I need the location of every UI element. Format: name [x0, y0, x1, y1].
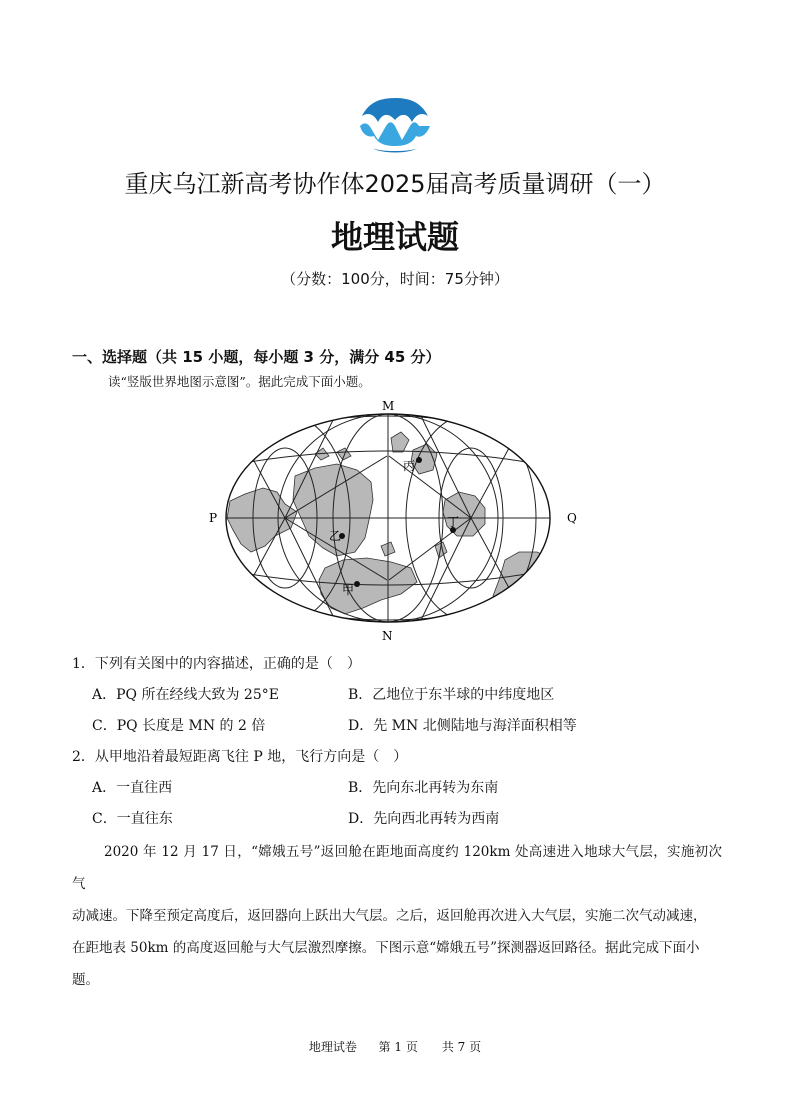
footer-page-prefix: 第 — [378, 1040, 391, 1054]
label-ding: 丁 — [447, 515, 460, 529]
question-1-stem: 1．下列有关图中的内容描述，正确的是（ ） — [72, 656, 361, 672]
label-yi: 乙 — [329, 529, 342, 543]
organization-logo — [356, 96, 434, 156]
label-p: P — [209, 511, 218, 525]
reading-passage — [72, 836, 722, 996]
passage-line-1: 2020 年 12 月 17 日，“嫦娥五号”返回舱在距地面高度约 120km 处高速进入地球大气层，实施初次气 — [72, 844, 722, 892]
question-2-option-b: B．先向东北再转为东南 — [348, 780, 499, 796]
footer-page-total: 7 — [457, 1040, 466, 1054]
land-masses — [227, 432, 553, 614]
question-2-option-a: A．一直往西 — [92, 780, 173, 796]
passage-line-3: 在距地表 50km 的高度返回舱与大气层激烈摩擦。下图示意“嫦娥五号”探测器返回路径。据此完成下面小 — [72, 940, 700, 956]
label-n: N — [382, 629, 393, 643]
question-1-option-d: D．先 MN 北侧陆地与海洋面积相等 — [348, 718, 577, 734]
question-1-option-c: C．PQ 长度是 MN 的 2 倍 — [92, 718, 266, 734]
score-time-info: （分数：100分，时间：75分钟） — [281, 270, 509, 288]
question-1-option-a: A．PQ 所在经线大致为 25°E — [92, 687, 279, 703]
point-bing — [416, 457, 422, 463]
subject-title: 地理试题 — [330, 218, 459, 256]
page-footer — [0, 1038, 790, 1055]
section-heading: 一、选择题（共 15 小题，每小题 3 分，满分 45 分） — [72, 348, 441, 366]
label-bing: 丙 — [403, 459, 416, 473]
section-intro: 读“竖版世界地图示意图”。据此完成下面小题。 — [108, 374, 371, 389]
exam-title: 重庆乌江新高考协作体2025届高考质量调研（一） — [124, 170, 666, 198]
footer-page-mid: 页 共 — [405, 1040, 454, 1054]
question-2-stem: 2．从甲地沿着最短距离飞往 P 地，飞行方向是（ ） — [72, 749, 408, 765]
footer-subject: 地理试卷 — [308, 1040, 357, 1054]
point-jia — [354, 581, 360, 587]
label-q: Q — [567, 511, 577, 525]
passage-line-2: 动减速。下降至预定高度后，返回器向上跃出大气层。之后，返回舱再次进入大气层，实施二次气动减速， — [72, 908, 707, 924]
vertical-world-map — [205, 396, 585, 644]
question-2-option-c: C．一直往东 — [92, 811, 173, 827]
label-m: M — [382, 399, 395, 413]
label-jia: 甲 — [342, 583, 355, 597]
passage-line-4: 题。 — [72, 972, 99, 988]
question-1-option-b: B．乙地位于东半球的中纬度地区 — [348, 687, 555, 703]
footer-page-current: 1 — [394, 1040, 402, 1054]
footer-page-suffix: 页 — [469, 1040, 482, 1054]
question-2-option-d: D．先向西北再转为西南 — [348, 811, 500, 827]
